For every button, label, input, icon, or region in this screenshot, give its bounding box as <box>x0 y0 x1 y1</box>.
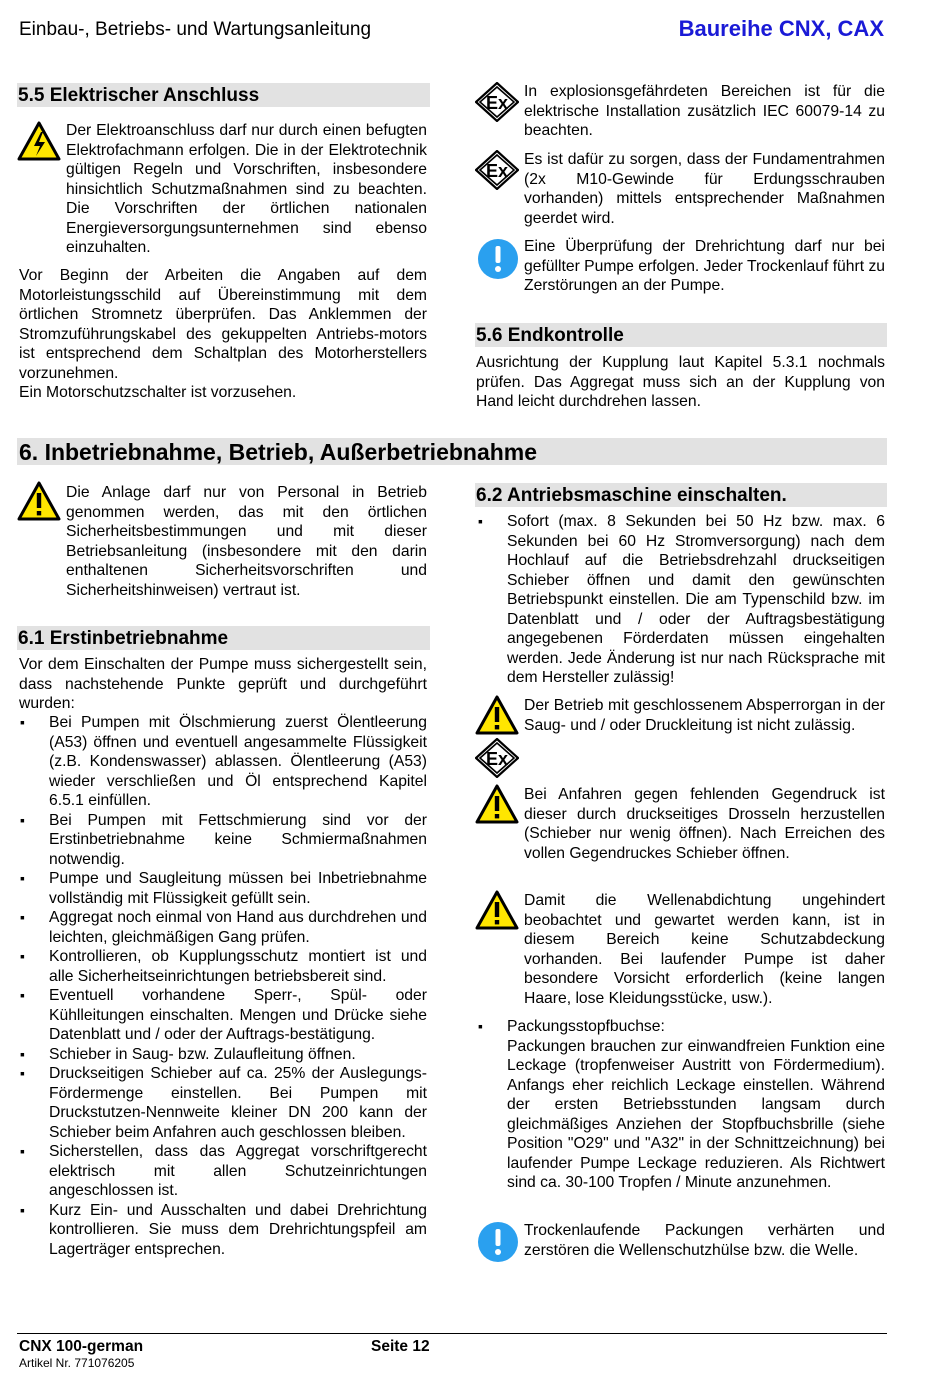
chapter-6-warning: Die Anlage darf nur von Personal in Betrieb genommen werden, das mit den örtlichen Sicherheitsbestimmungen und mit dieser Betriebsanleitung (insbesondere mit den darin enthaltenen Sicherheitsvorschriften und Sicherheitshinweisen) vertraut ist. <box>66 484 427 599</box>
header-title: Einbau-, Betriebs- und Wartungsanleitung <box>19 19 372 40</box>
section-6-2-list-1 <box>477 512 885 688</box>
list-item: ▪ Druckseitigen Schieber auf ca. 25% der Auslegungs-Fördermenge einstellen. Bei Pumpen mit Druckstutzen-Nennweite kleiner DN 200 kann der Schieber beim Anfahren auch geschlossen bleiben. <box>19 1064 427 1142</box>
warning-triangle-icon <box>475 890 519 932</box>
list-item: ▪ Pumpe und Saugleitung müssen bei Inbetriebnahme vollständig mit Flüssigkeit gefüllt sein. <box>19 869 427 908</box>
list-item: ▪ Eventuell vorhandene Sperr-, Spül- oder Kühlleitungen einschalten. Mengen und Drücke siehe Datenblatt und / oder der Auftrags-bestätigung. <box>19 986 427 1045</box>
warning-triangle-icon <box>17 481 61 523</box>
list-item: ▪ Kurz Ein- und Ausschalten und dabei Drehrichtung kontrollieren. Sie muss dem Drehrichtungspfeil am Lagerträger entsprechen. <box>19 1201 427 1260</box>
list-item: ▪ Sofort (max. 8 Sekunden bei 50 Hz bzw. max. 6 Sekunden bei 60 Hz Stromversorgung) nach dem Hochlauf auf die Betriebsdrehzahl druckseitigen Schieber öffnen und damit den gewünschten Betriebspunkt einstellen. Die am Typenschild bzw. im Datenblatt und / oder der Auftragsbestätigung angegebenen Förderdaten müssen eingehalten werden. Jede Änderung ist nur nach Rücksprache mit dem Hersteller zulässig! <box>477 512 885 688</box>
section-6-1-heading: 6.1 Erstinbetriebnahme <box>17 626 430 650</box>
explosion-protection-icon <box>475 150 519 190</box>
ex-note-grounding: Es ist dafür zu sorgen, dass der Fundamentrahmen (2x M10-Gewinde für Erdungsschrauben vorhanden) mittels entsprechender Maßnahmen geerdet wird. <box>524 151 885 227</box>
dry-running-note: Trockenlaufende Packungen verhärten und zerstören die Wellenschutzhülse bzw. die Welle. <box>524 1222 885 1259</box>
section-5-5-body-text: Vor Beginn der Arbeiten die Angaben auf dem Motorleistungsschild auf Übereinstimmung mit dem örtlichen Stromnetz überprüfen. Das Anklemmen der Stromzuführungskabel des gekuppelten Antriebs-motors ist entsprechend dem Schaltplan des Motorherstellers vorzunehmen. <box>19 267 427 382</box>
section-6-1-intro: Vor dem Einschalten der Pumpe muss sichergestellt sein, dass nachstehende Punkte geprüft und durchgeführt wurden: <box>19 656 427 712</box>
list-item <box>477 1017 885 1193</box>
footer-divider <box>17 1333 887 1334</box>
footer-page-number: Seite 12 <box>371 1338 430 1355</box>
header-series: Baureihe CNX, CAX <box>678 16 884 41</box>
chapter-6-heading: 6. Inbetriebnahme, Betrieb, Außerbetriebnahme <box>17 438 887 465</box>
backpressure-warning: Bei Anfahren gegen fehlenden Gegendruck ist dieser durch druckseitiges Drosseln herzustellen (Schieber nur wenig öffnen). Nach Erreichen des vollen Gegendruckes Schieber öffnen. <box>524 786 885 862</box>
info-exclamation-icon <box>477 238 519 280</box>
explosion-protection-icon <box>475 738 519 778</box>
shaft-seal-warning: Damit die Wellenabdichtung ungehindert beobachtet und gewartet werden kann, ist in diesem Bereich keine Schutzabdeckung vorhanden. Bei laufender Pumpe ist daher besondere Vorsicht erforderlich (keine langen Haare, lose Kleidungsstücke, usw.). <box>524 892 885 1007</box>
section-5-6-heading: 5.6 Endkontrolle <box>475 323 887 347</box>
closed-valve-warning: Der Betrieb mit geschlossenem Absperrorgan in der Saug- und / oder Druckleitung ist nicht zulässig. <box>524 697 885 734</box>
warning-triangle-icon <box>475 695 519 737</box>
list-item: ▪ Kontrollieren, ob Kupplungsschutz montiert ist und alle Sicherheitseinrichtungen betriebsbereit sind. <box>19 947 427 986</box>
packing-title: ▪ Packungsstopfbuchse: <box>507 1018 665 1035</box>
footer-doc: CNX 100-german <box>19 1338 144 1355</box>
packing-body: Packungen brauchen zur einwandfreien Funktion eine Leckage (tropfenweiser Austritt von Fördermedium). Anfangs eher reichlich Leckage einstellen. Während der ersten Betriebsstunden langsam durch gleichmäßiges Anziehen der Stopfbuchsbrille (siehe Position "O29" und "A32" in der Schnittzeichnung) bei laufender Pumpe Leckage reduzieren. Als Richtwert sind ca. 30-100 Tropfen / Minute anzunehmen. <box>507 1037 885 1191</box>
footer-article: Artikel Nr. 771076205 <box>19 1356 135 1370</box>
info-exclamation-icon <box>477 1221 519 1263</box>
section-5-5-body <box>19 266 427 403</box>
section-5-5-heading: 5.5 Elektrischer Anschluss <box>17 83 430 107</box>
section-6-2-heading: 6.2 Antriebsmaschine einschalten. <box>475 483 887 507</box>
rotation-note: Eine Überprüfung der Drehrichtung darf nur bei gefüllter Pumpe erfolgen. Jeder Trockenlauf führt zu Zerstörungen an der Pumpe. <box>524 238 886 294</box>
explosion-protection-icon <box>475 82 519 122</box>
high-voltage-icon <box>17 121 61 163</box>
list-item: ▪ Bei Pumpen mit Fettschmierung sind vor der Erstinbetriebnahme keine Schmiermaßnahmen notwendig. <box>19 811 427 870</box>
list-item: ▪ Aggregat noch einmal von Hand aus durchdrehen und leichten, gleichmäßigen Gang prüfen. <box>19 908 427 947</box>
section-5-6-body: Ausrichtung der Kupplung laut Kapitel 5.3.1 nochmals prüfen. Das Aggregat muss sich an der Kupplung von Hand leicht durchdrehen lassen. <box>476 354 885 410</box>
section-6-2-list-2 <box>477 1017 885 1193</box>
section-5-5-warning: Der Elektroanschluss darf nur durch einen befugten Elektrofachmann erfolgen. Die in der Elektrotechnik gültigen Regeln und Vorschriften, insbesondere hinsichtlich Schutzmaßnahmen sind zu beachten. Die Vorschriften der örtlichen nationalen Energieversorgungsunternehmen sind ebenso einzuhalten. <box>66 122 427 256</box>
list-item: ▪ Sicherstellen, dass das Aggregat vorschriftgerecht elektrisch mit allen Schutzeinrichtungen angeschlossen ist. <box>19 1142 427 1201</box>
section-5-5-body-text-2: Ein Motorschutzschalter ist vorzusehen. <box>19 384 297 401</box>
section-6-1-checklist <box>19 713 427 1259</box>
warning-triangle-icon <box>475 784 519 826</box>
list-item: ▪ Schieber in Saug- bzw. Zulaufleitung öffnen. <box>19 1045 427 1065</box>
list-item: ▪ Bei Pumpen mit Ölschmierung zuerst Ölentleerung (A53) öffnen und eventuell angesammelte Flüssigkeit (z.B. Kondenswasser) ablassen. Ölentleerung (A53) wieder verschließen und Öl entsprechend Kapitel 6.5.1 einfüllen. <box>19 713 427 811</box>
ex-note-installation: In explosionsgefährdeten Bereichen ist für die elektrische Installation zusätzlich IEC 60079-14 zu beachten. <box>524 83 885 139</box>
